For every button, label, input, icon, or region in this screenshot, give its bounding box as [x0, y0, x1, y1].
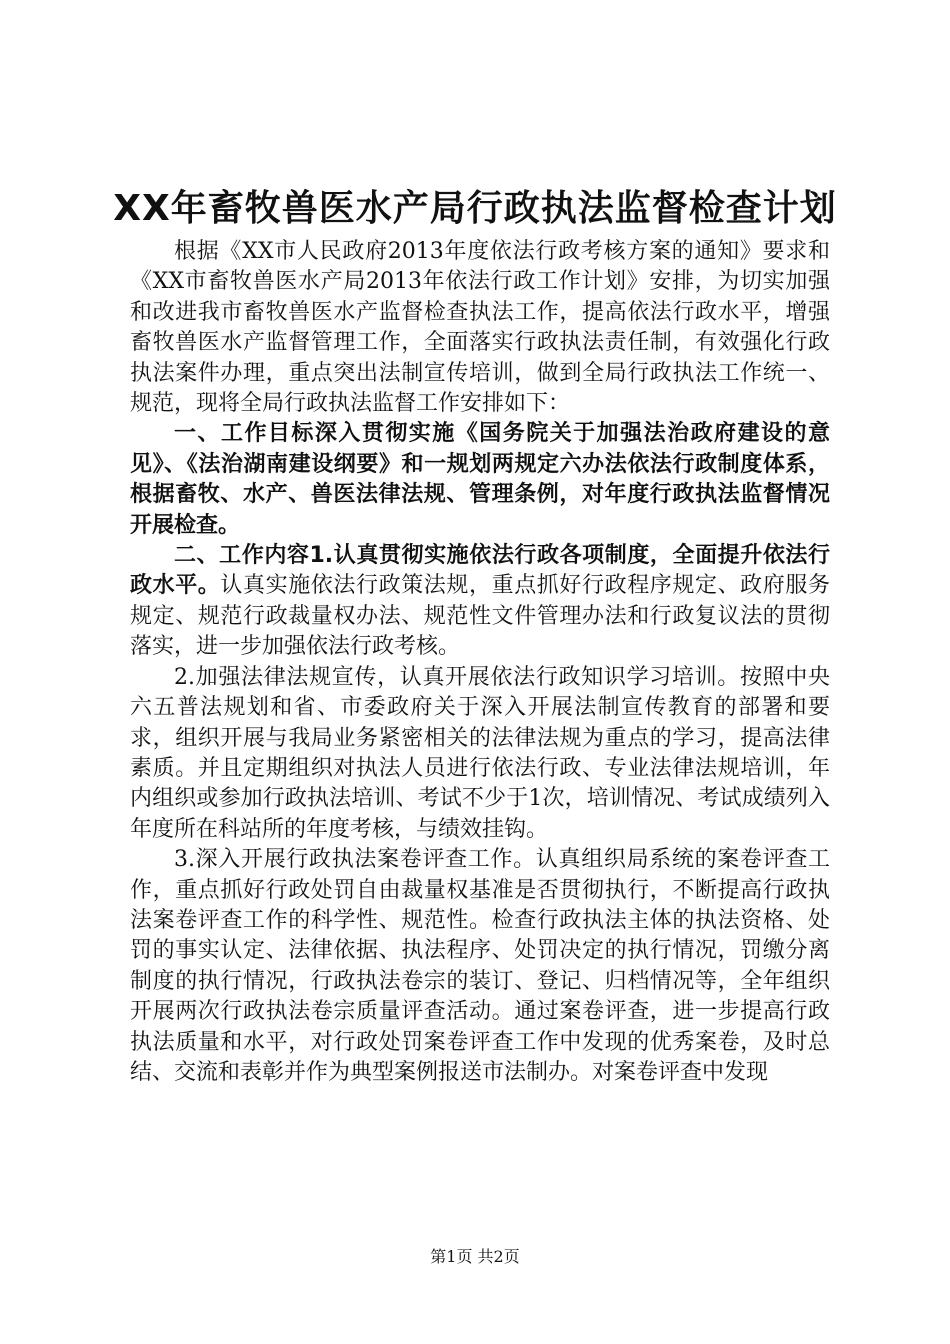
paragraph-content-2-text: 2.加强法律法规宣传，认真开展依法行政知识学习培训。按照中央六五普法规划和省、市委政府关于深入开展法制宣传教育的部署和要求，组织开展与我局业务紧密相关的法律法规为重点的学习，提高法律素质。并且定期组织对执法人员进行依法行政、专业法律法规培训，年内组织或参加行政执法培训、考试不少于1次，培训情况、考试成绩列入年度所在科站所的年度考核，与绩效挂钩。 — [130, 664, 830, 842]
page-footer: 第1页 共2页 — [430, 1247, 520, 1266]
paragraph-content-1-text: 认真实施依法行政策法规，重点抓好行政程序规定、政府服务规定、规范行政裁量权办法、规范性文件管理办法和行政复议法的贯彻落实，进一步加强依法行政考核。 — [130, 573, 830, 660]
paragraph-content-1-heading: 二、工作内容1.认真贯彻实施依法行政各项制度，全面提升依法行政水平。 — [130, 543, 830, 599]
paragraph-goals — [130, 419, 830, 541]
document-body — [130, 237, 830, 1088]
paragraph-content-1 — [130, 541, 830, 663]
paragraph-content-3 — [130, 845, 830, 1088]
paragraph-goals-text: 一、工作目标深入贯彻实施《国务院关于加强法治政府建设的意见》、《法治湖南建设纲要》和一规划两规定六办法依法行政制度体系，根据畜牧、水产、兽医法律法规、管理条例，对年度行政执法监督情况开展检查。 — [130, 421, 830, 538]
paragraph-content-2 — [130, 663, 830, 845]
paragraph-intro — [130, 237, 830, 419]
paragraph-intro-text: 根据《XX市人民政府2013年度依法行政考核方案的通知》要求和《XX市畜牧兽医水产局2013年依法行政工作计划》安排，为切实加强和改进我市畜牧兽医水产监督检查执法工作，提高依法行政水平，增强畜牧兽医水产监督管理工作，全面落实行政执法责任制，有效强化行政执法案件办理，重点突出法制宣传培训，做到全局行政执法工作统一、规范，现将全局行政执法监督工作安排如下： — [130, 239, 830, 417]
paragraph-content-3-text: 3.深入开展行政执法案卷评查工作。认真组织局系统的案卷评查工作，重点抓好行政处罚自由裁量权基准是否贯彻执行，不断提高行政执法案卷评查工作的科学性、规范性。检查行政执法主体的执法资格、处罚的事实认定、法律依据、执法程序、处罚决定的执行情况，罚缴分离制度的执行情况，行政执法卷宗的装订、登记、归档情况等，全年组织开展两次行政执法卷宗质量评查活动。通过案卷评查，进一步提高行政执法质量和水平，对行政处罚案卷评查工作中发现的优秀案卷，及时总结、交流和表彰并作为典型案例报送市法制办。对案卷评查中发现 — [130, 847, 830, 1085]
document-title: XX年畜牧兽医水产局行政执法监督检查计划 — [113, 188, 837, 229]
